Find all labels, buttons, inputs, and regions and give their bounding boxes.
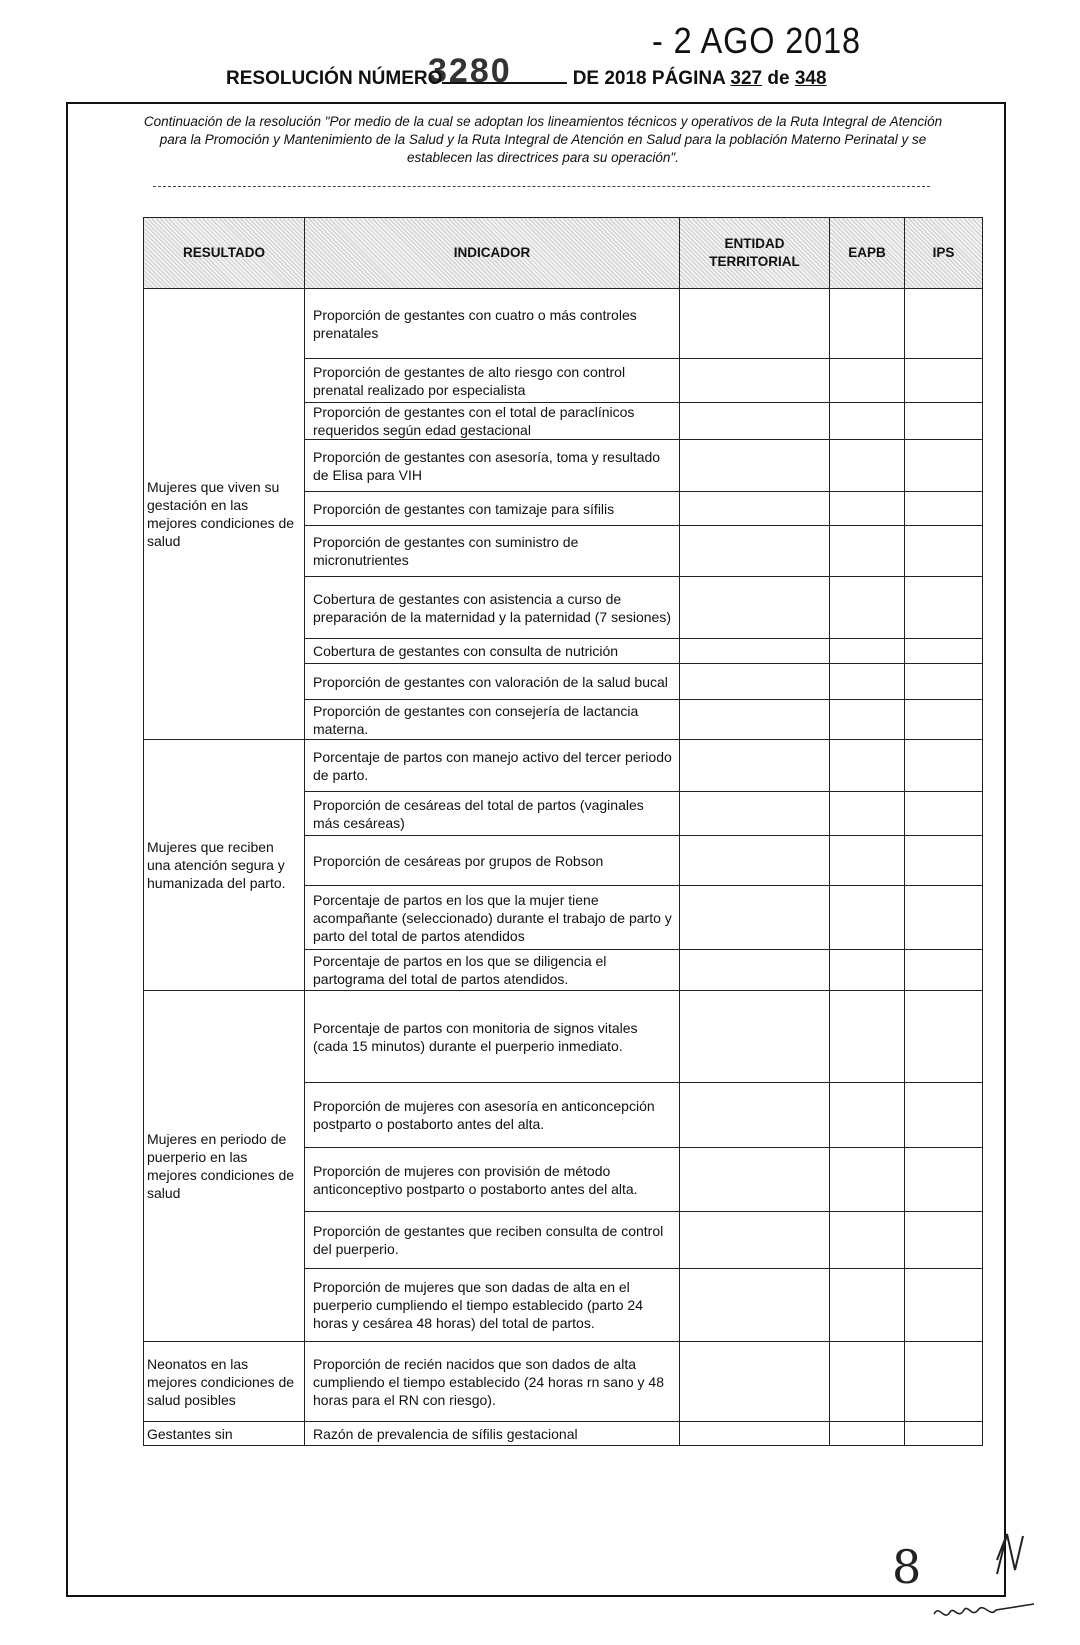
ips-cell: [905, 740, 983, 792]
ips-cell: [905, 440, 983, 492]
entidad-cell: [680, 526, 830, 577]
table-header-row: [144, 218, 983, 289]
eapb-cell: [830, 289, 905, 359]
indicador-cell: Proporción de mujeres con asesoría en anticoncepción postparto o postaborto antes del alta.: [305, 1083, 680, 1148]
ips-cell: [905, 289, 983, 359]
entidad-cell: [680, 289, 830, 359]
ips-cell: [905, 526, 983, 577]
entidad-cell: [680, 950, 830, 991]
page-header: [226, 66, 866, 96]
entidad-cell: [680, 492, 830, 526]
entidad-cell: [680, 1269, 830, 1342]
indicador-cell: Razón de prevalencia de sífilis gestacional: [305, 1422, 680, 1446]
table-row: [144, 740, 983, 792]
ips-cell: [905, 836, 983, 886]
ips-cell: [905, 1422, 983, 1446]
indicador-cell: Proporción de gestantes con suministro de micronutrientes: [305, 526, 680, 577]
indicador-cell: Proporción de gestantes con valoración de la salud bucal: [305, 664, 680, 700]
signature-scribble: [930, 1596, 1040, 1631]
resultado-cell: Mujeres en periodo de puerperio en las mejores condiciones de salud: [144, 991, 305, 1342]
indicador-cell: Proporción de mujeres que son dadas de alta en el puerperio cumpliendo el tiempo establecido (parto 24 horas y cesárea 48 horas) del total de partos.: [305, 1269, 680, 1342]
eapb-cell: [830, 1269, 905, 1342]
eapb-cell: [830, 792, 905, 836]
ips-cell: [905, 664, 983, 700]
initials-signature: [993, 1530, 1033, 1590]
eapb-cell: [830, 836, 905, 886]
entidad-cell: [680, 1212, 830, 1269]
indicador-cell: Proporción de recién nacidos que son dados de alta cumpliendo el tiempo establecido (24 horas rn sano y 48 horas para el RN con riesgo).: [305, 1342, 680, 1422]
entidad-cell: [680, 440, 830, 492]
eapb-cell: [830, 950, 905, 991]
eapb-cell: [830, 639, 905, 664]
eapb-cell: [830, 577, 905, 639]
eapb-cell: [830, 664, 905, 700]
eapb-cell: [830, 526, 905, 577]
eapb-cell: [830, 1148, 905, 1212]
header-indicador: INDICADOR: [305, 218, 680, 289]
header-eapb: EAPB: [830, 218, 905, 289]
initials-signature-drawing: [993, 1530, 1033, 1580]
header-ips: IPS: [905, 218, 983, 289]
entidad-cell: [680, 1342, 830, 1422]
ips-cell: [905, 403, 983, 440]
indicador-cell: Cobertura de gestantes con consulta de nutrición: [305, 639, 680, 664]
table-row: [144, 1422, 983, 1446]
date-stamp: - 2 AGO 2018: [652, 20, 861, 61]
header-page: 327: [730, 68, 763, 89]
indicador-cell: Porcentaje de partos en los que se diligencia el partograma del total de partos atendidos.: [305, 950, 680, 991]
table-body: [144, 289, 983, 1446]
ips-cell: [905, 1148, 983, 1212]
entidad-cell: [680, 664, 830, 700]
ips-cell: [905, 991, 983, 1083]
entidad-cell: [680, 577, 830, 639]
indicador-cell: Proporción de cesáreas por grupos de Robson: [305, 836, 680, 886]
ips-cell: [905, 577, 983, 639]
header-entidad: ENTIDAD TERRITORIAL: [680, 218, 830, 289]
ips-cell: [905, 359, 983, 403]
eapb-cell: [830, 492, 905, 526]
entidad-cell: [680, 359, 830, 403]
indicador-cell: Proporción de gestantes que reciben consulta de control del puerperio.: [305, 1212, 680, 1269]
header-total-pages: 348: [794, 68, 827, 89]
eapb-cell: [830, 1422, 905, 1446]
signature-scribble-drawing: [930, 1596, 1040, 1626]
ips-cell: [905, 1342, 983, 1422]
header-resultado: RESULTADO: [144, 218, 305, 289]
ips-cell: [905, 886, 983, 950]
indicador-cell: Proporción de gestantes con cuatro o más controles prenatales: [305, 289, 680, 359]
resultado-cell: Mujeres que reciben una atención segura y humanizada del parto.: [144, 740, 305, 991]
indicador-cell: Porcentaje de partos en los que la mujer tiene acompañante (seleccionado) durante el trabajo de parto y parto del total de partos atendidos: [305, 886, 680, 950]
intro-paragraph: Continuación de la resolución "Por medio de la cual se adoptan los lineamientos técnicos y operativos de la Ruta Integral de Atención para la Promoción y Mantenimiento de la Salud y la Ruta Integral de Atención en Salud para la población Materno Perinatal y se establecen las directrices para su operación".: [143, 114, 943, 165]
entidad-cell: [680, 700, 830, 740]
entidad-cell: [680, 639, 830, 664]
eapb-cell: [830, 991, 905, 1083]
eapb-cell: [830, 1083, 905, 1148]
table-row: [144, 289, 983, 359]
handwritten-mark: 8: [892, 1540, 922, 1594]
ips-cell: [905, 639, 983, 664]
eapb-cell: [830, 1212, 905, 1269]
eapb-cell: [830, 359, 905, 403]
resultado-cell: Mujeres que viven su gestación en las mejores condiciones de salud: [144, 289, 305, 740]
ips-cell: [905, 492, 983, 526]
ips-cell: [905, 1212, 983, 1269]
entidad-cell: [680, 836, 830, 886]
header-number-blank: [442, 66, 567, 84]
header-of: de: [767, 68, 790, 89]
resultado-cell: Gestantes sin: [144, 1422, 305, 1446]
entidad-cell: [680, 991, 830, 1083]
resultado-cell: Neonatos en las mejores condiciones de salud posibles: [144, 1342, 305, 1422]
eapb-cell: [830, 700, 905, 740]
ips-cell: [905, 700, 983, 740]
entidad-cell: [680, 886, 830, 950]
eapb-cell: [830, 1342, 905, 1422]
indicador-cell: Porcentaje de partos con manejo activo del tercer periodo de parto.: [305, 740, 680, 792]
ips-cell: [905, 1269, 983, 1342]
entidad-cell: [680, 740, 830, 792]
indicador-cell: Proporción de gestantes con asesoría, toma y resultado de Elisa para VIH: [305, 440, 680, 492]
indicador-cell: Proporción de gestantes con tamizaje para sífilis: [305, 492, 680, 526]
indicador-cell: Proporción de cesáreas del total de partos (vaginales más cesáreas): [305, 792, 680, 836]
ips-cell: [905, 1083, 983, 1148]
table-row: [144, 991, 983, 1083]
eapb-cell: [830, 440, 905, 492]
indicators-table: [143, 217, 983, 1446]
entidad-cell: [680, 1148, 830, 1212]
indicador-cell: Proporción de gestantes de alto riesgo con control prenatal realizado por especialista: [305, 359, 680, 403]
ips-cell: [905, 950, 983, 991]
header-prefix: RESOLUCIÓN NÚMERO: [226, 68, 443, 89]
entidad-cell: [680, 1083, 830, 1148]
eapb-cell: [830, 740, 905, 792]
entidad-cell: [680, 1422, 830, 1446]
indicador-cell: Proporción de gestantes con el total de paraclínicos requeridos según edad gestacional: [305, 403, 680, 440]
resolution-number-stamp: 3280: [428, 52, 512, 90]
indicador-cell: Proporción de mujeres con provisión de método anticonceptivo postparto o postaborto antes del alta.: [305, 1148, 680, 1212]
eapb-cell: [830, 403, 905, 440]
table-row: [144, 1342, 983, 1422]
header-middle: DE 2018 PÁGINA: [572, 68, 726, 89]
indicador-cell: Proporción de gestantes con consejería de lactancia materna.: [305, 700, 680, 740]
divider: [153, 186, 930, 187]
indicador-cell: Cobertura de gestantes con asistencia a curso de preparación de la maternidad y la paternidad (7 sesiones): [305, 577, 680, 639]
indicador-cell: Porcentaje de partos con monitoria de signos vitales (cada 15 minutos) durante el puerperio inmediato.: [305, 991, 680, 1083]
entidad-cell: [680, 403, 830, 440]
entidad-cell: [680, 792, 830, 836]
eapb-cell: [830, 886, 905, 950]
ips-cell: [905, 792, 983, 836]
